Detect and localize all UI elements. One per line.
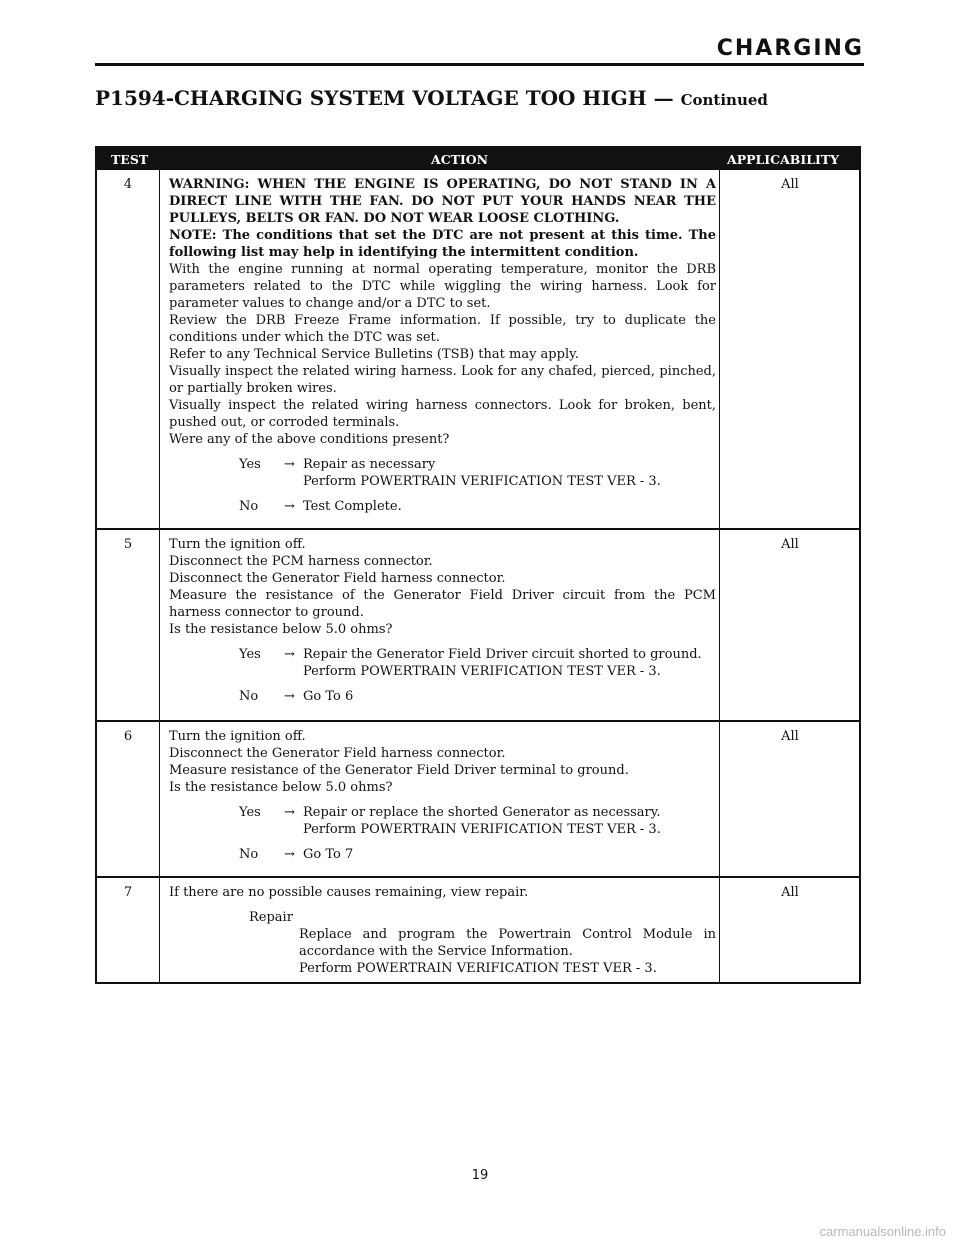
no-result: Go To 6 <box>303 689 354 704</box>
section-title: CHARGING <box>716 36 864 61</box>
action-step: If there are no possible causes remaining, view repair. <box>169 885 529 900</box>
header-action: ACTION <box>431 152 489 167</box>
question: Is the resistance below 5.0 ohms? <box>169 780 393 795</box>
yes-answer <box>169 456 716 490</box>
arrow-icon: → <box>284 689 295 704</box>
table-row <box>97 876 859 984</box>
test-number: 4 <box>123 177 133 192</box>
action-cell <box>169 536 716 705</box>
yes-result: Repair as necessary <box>303 457 436 472</box>
header-applicability: APPLICABILITY <box>727 152 840 167</box>
action-cell <box>169 884 716 977</box>
action-step: Measure resistance of the Generator Field Driver terminal to ground. <box>169 763 629 778</box>
repair-label: Repair <box>249 910 293 925</box>
yes-result-verify: Perform POWERTRAIN VERIFICATION TEST VER - 3. <box>303 474 661 489</box>
action-step: Refer to any Technical Service Bulletins (TSB) that may apply. <box>169 347 579 362</box>
yes-result-verify: Perform POWERTRAIN VERIFICATION TEST VER - 3. <box>303 664 661 679</box>
yes-result: Repair the Generator Field Driver circuit shorted to ground. <box>303 647 702 662</box>
yes-label: Yes <box>239 457 261 472</box>
arrow-icon: → <box>284 805 295 820</box>
warning-text: WARNING: WHEN THE ENGINE IS OPERATING, DO NOT STAND IN A DIRECT LINE WITH THE FAN. DO NOT PUT YOUR HANDS NEAR THE PULLEYS, BELTS OR FAN. DO NOT WEAR LOOSE CLOTHING. <box>169 177 716 226</box>
table-row <box>97 720 859 878</box>
yes-answer <box>169 804 716 838</box>
arrow-icon: → <box>284 847 295 862</box>
no-label: No <box>239 499 259 514</box>
action-step: Turn the ignition off. <box>169 537 306 552</box>
action-step: With the engine running at normal operating temperature, monitor the DRB parameters related to the DTC while wiggling the wiring harness. Look for parameter values to change and/or a DTC to set. <box>169 262 716 311</box>
table-row <box>97 170 859 528</box>
arrow-icon: → <box>284 647 295 662</box>
page-number: 19 <box>471 1168 489 1183</box>
page-heading <box>95 86 768 110</box>
question: Is the resistance below 5.0 ohms? <box>169 622 393 637</box>
repair-text: Replace and program the Powertrain Control Module in accordance with the Service Information. <box>299 927 716 959</box>
table-row <box>97 528 859 722</box>
action-cell <box>169 728 716 863</box>
test-number: 7 <box>123 885 133 900</box>
section-rule <box>95 63 864 66</box>
no-result: Go To 7 <box>303 847 354 862</box>
action-cell <box>169 176 716 515</box>
applicability: All <box>781 177 799 192</box>
header-test: TEST <box>111 152 149 167</box>
no-answer <box>169 846 716 863</box>
applicability: All <box>781 537 799 552</box>
arrow-icon: → <box>284 457 295 472</box>
note-text: NOTE: The conditions that set the DTC are not present at this time. The following list may help in identifying the intermittent condition. <box>169 228 716 260</box>
no-answer <box>169 688 716 705</box>
table-header <box>97 148 859 170</box>
test-number: 6 <box>123 729 133 744</box>
no-result: Test Complete. <box>303 499 402 514</box>
yes-answer <box>169 646 716 680</box>
yes-result: Repair or replace the shorted Generator as necessary. <box>303 805 661 820</box>
test-number: 5 <box>123 537 133 552</box>
repair-verify: Perform POWERTRAIN VERIFICATION TEST VER - 3. <box>299 961 657 976</box>
question: Were any of the above conditions present? <box>169 432 450 447</box>
arrow-icon: → <box>284 499 295 514</box>
action-step: Review the DRB Freeze Frame information. If possible, try to duplicate the conditions under which the DTC was set. <box>169 313 716 345</box>
applicability: All <box>781 885 799 900</box>
no-answer <box>169 498 716 515</box>
action-step: Visually inspect the related wiring harness connectors. Look for broken, bent, pushed out, or corroded terminals. <box>169 398 716 430</box>
no-label: No <box>239 847 259 862</box>
action-step: Visually inspect the related wiring harness. Look for any chafed, pierced, pinched, or partially broken wires. <box>169 364 716 396</box>
action-step: Disconnect the Generator Field harness connector. <box>169 746 506 761</box>
page-heading-continued: Continued <box>680 91 768 109</box>
page-heading-main: P1594-CHARGING SYSTEM VOLTAGE TOO HIGH — <box>95 86 674 110</box>
yes-label: Yes <box>239 647 261 662</box>
watermark: carmanualsonline.info <box>819 1224 946 1239</box>
action-step: Turn the ignition off. <box>169 729 306 744</box>
procedure-table <box>95 146 861 984</box>
action-step: Disconnect the Generator Field harness connector. <box>169 571 506 586</box>
action-step: Measure the resistance of the Generator Field Driver circuit from the PCM harness connector to ground. <box>169 588 716 620</box>
no-label: No <box>239 689 259 704</box>
action-step: Disconnect the PCM harness connector. <box>169 554 433 569</box>
applicability: All <box>781 729 799 744</box>
yes-result-verify: Perform POWERTRAIN VERIFICATION TEST VER - 3. <box>303 822 661 837</box>
yes-label: Yes <box>239 805 261 820</box>
